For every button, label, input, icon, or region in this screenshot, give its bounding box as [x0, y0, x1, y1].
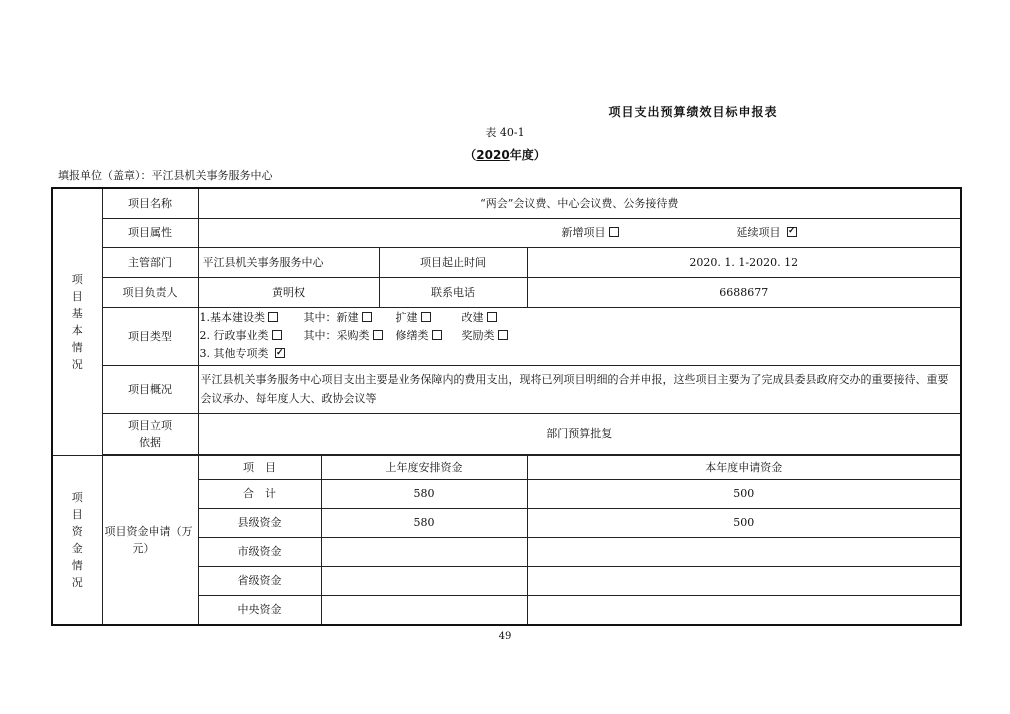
cell-basis-value: 部门预算批复: [198, 413, 961, 454]
funds-header-last: 上年度安排资金: [321, 455, 527, 479]
cell-type-value: [198, 307, 961, 365]
table-row: [52, 365, 961, 413]
funds-header-item: 项 目: [198, 455, 321, 479]
table-number: 表 40-1: [485, 126, 525, 139]
cell-basis-label: 项目立项 依据: [102, 413, 198, 454]
cell-attr-label: 项目属性: [102, 218, 198, 247]
cell-owner-value: 黄明权: [198, 277, 379, 307]
section-funds-label: 项目资金情况: [52, 455, 102, 625]
cell-attr-value: [198, 218, 961, 247]
type-line-1: 1.基本建设类 其中：新建 扩建 改建: [200, 309, 957, 327]
cell-phone-label: 联系电话: [379, 277, 527, 307]
year-value: 2020: [476, 148, 510, 162]
page-number: 49: [498, 631, 512, 642]
performance-table: [51, 187, 962, 626]
checkbox-new: [609, 227, 619, 237]
cell-owner-label: 项目负责人: [102, 277, 198, 307]
attr-new-option: 新增项目: [562, 224, 619, 241]
checkbox-other: [275, 348, 285, 358]
cell-phone-value: 6688677: [527, 277, 961, 307]
cell-name-value: “两会”会议费、中心会议费、公务接待费: [198, 188, 961, 218]
funds-header-this: 本年度申请资金: [527, 455, 961, 479]
table-row: [52, 277, 961, 307]
cell-type-label: 项目类型: [102, 307, 198, 365]
table-row: 市级资金: [52, 537, 961, 566]
cell-period-value: 2020. 1. 1-2020. 12: [527, 247, 961, 277]
type-line-3: 3. 其他专项类 ✓: [200, 345, 957, 363]
table-row: [52, 413, 961, 454]
cell-apply-label: 项目资金申请（万 元）: [102, 455, 198, 625]
cell-overview-label: 项目概况: [102, 365, 198, 413]
table-row: [52, 188, 961, 218]
type-line-2: 2. 行政事业类 其中：采购类 修缮类 奖励类: [200, 327, 957, 345]
table-row: [52, 218, 961, 247]
cell-name-label: 项目名称: [102, 188, 198, 218]
table-row: [52, 307, 961, 365]
report-title: 项目支出预算绩效目标申报表: [608, 105, 778, 119]
report-year: （2020年度）: [464, 148, 546, 162]
table-row: 中央资金: [52, 595, 961, 625]
table-row: 县级资金 580 500: [52, 508, 961, 537]
cell-overview-value: 平江县机关事务服务中心项目支出主要是业务保障内的费用支出，现将已列项目明细的合并申报，这些项目主要为了完成县委县政府交办的重要接待、重要会议承办、每年度人大、政协会议等: [198, 365, 961, 413]
filler-unit: 填报单位（盖章）：平江县机关事务服务中心: [58, 169, 273, 182]
table-row: 合 计 580 500: [52, 479, 961, 508]
table-row: 省级资金: [52, 566, 961, 595]
table-row: [52, 247, 961, 277]
cell-dept-label: 主管部门: [102, 247, 198, 277]
cell-dept-value: 平江县机关事务服务中心: [198, 247, 379, 277]
attr-continue-option: 延续项目 ✓: [737, 224, 798, 241]
checkbox-continue: [787, 227, 797, 237]
section-basic-label: 项目基本情况: [52, 188, 102, 455]
table-row: [52, 455, 961, 479]
cell-period-label: 项目起止时间: [379, 247, 527, 277]
